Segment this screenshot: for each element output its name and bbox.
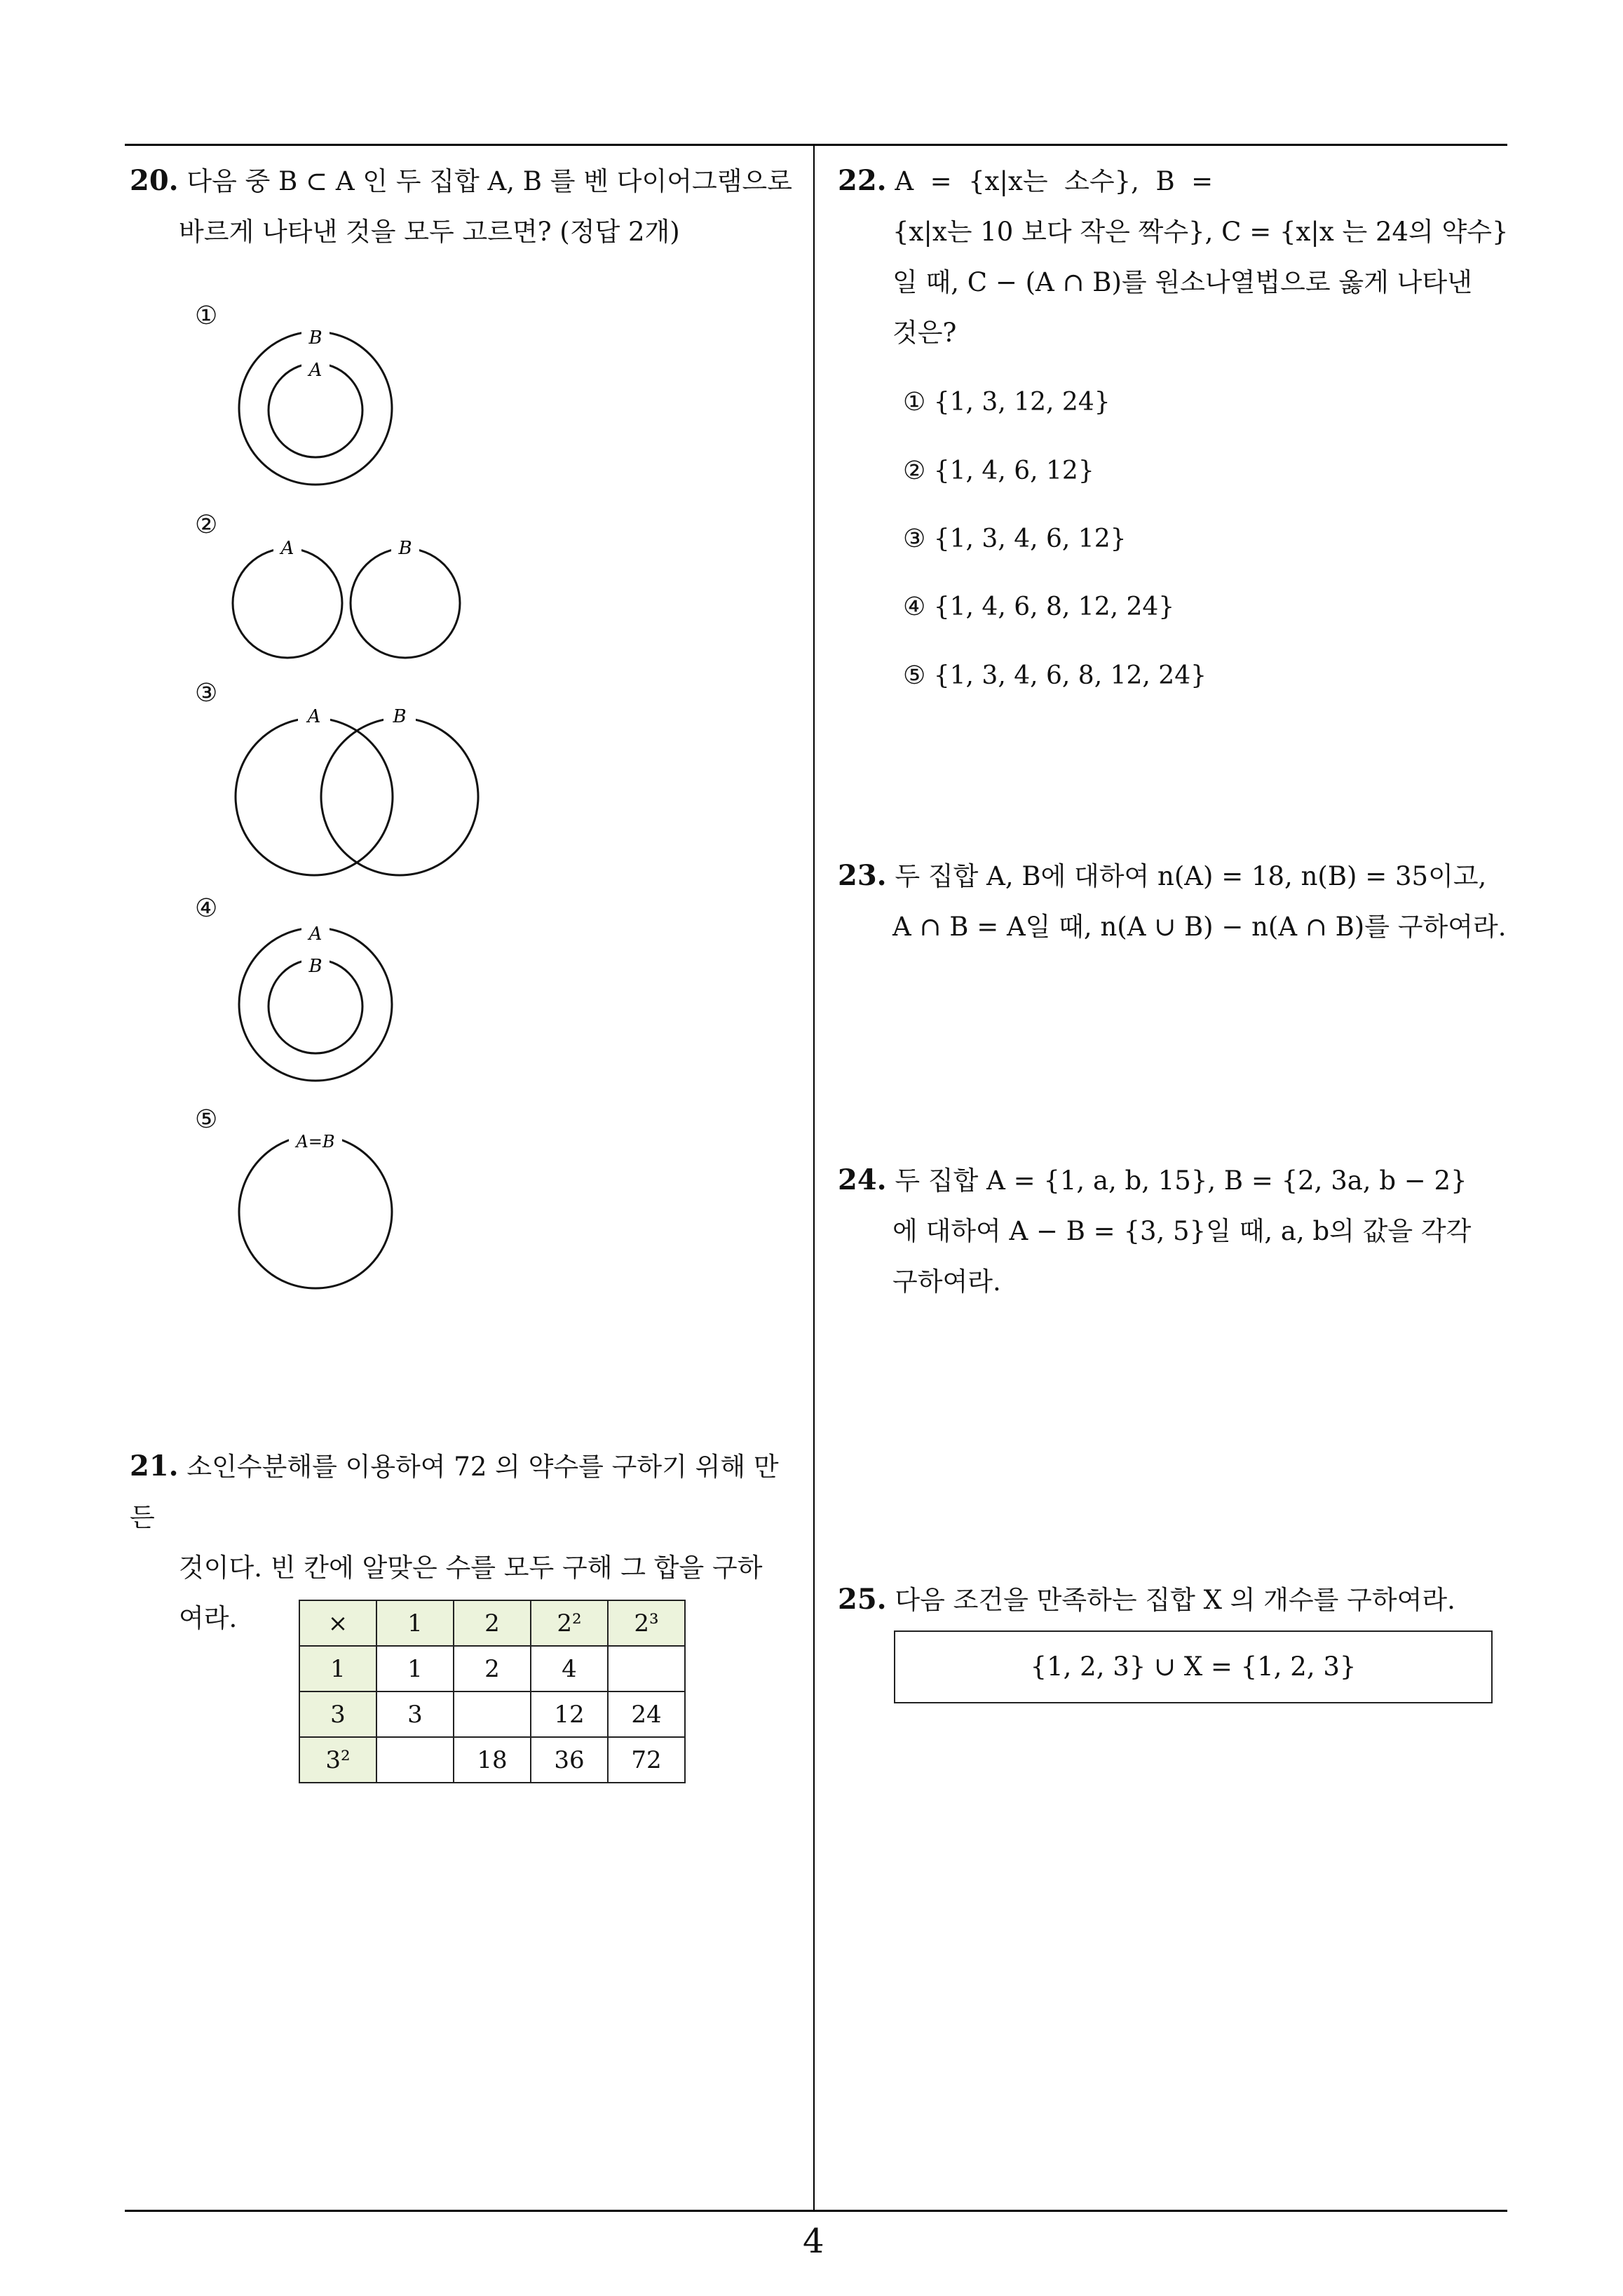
question-text-line: 에 대하여 A − B = {3, 5}일 때, a, b의 값을 각각 [892, 1216, 1472, 1246]
page-number: 4 [803, 2222, 824, 2261]
question-text-line: {x|x는 10 보다 작은 짝수}, C = {x|x 는 24의 약수} [892, 217, 1509, 247]
question-text-line: 다음 조건을 만족하는 집합 X 의 개수를 구하여라. [895, 1585, 1455, 1615]
table-row-header: 3² [299, 1737, 376, 1783]
answer-choice-2[interactable] [903, 457, 1094, 485]
question-text-line: 다음 중 B ⊂ A 인 두 집합 A, B 를 벤 다이어그램으로 [186, 166, 792, 196]
answer-choice-4[interactable] [903, 593, 1174, 621]
table-cell: 1 [376, 1646, 454, 1691]
answer-choice-1[interactable] [903, 388, 1111, 417]
venn-circle-equal [239, 1135, 392, 1288]
venn-label: A [308, 924, 322, 945]
venn-circle-a [236, 718, 393, 875]
venn-diagram-5[interactable] [231, 1128, 400, 1296]
choice-text: {1, 3, 4, 6, 8, 12, 24} [933, 661, 1207, 690]
answer-choice-3[interactable] [903, 525, 1127, 553]
question-23 [838, 851, 1511, 952]
question-text-line: 바르게 나타낸 것을 모두 고르면? (정답 2개) [179, 217, 680, 247]
choice-mark: ⑤ [903, 661, 926, 690]
answer-choice-5[interactable] [903, 661, 1207, 690]
question-number: 22. [838, 164, 887, 197]
bottom-rule [125, 2210, 1507, 2212]
choice-text: {1, 3, 12, 24} [933, 388, 1111, 417]
table-row-header: 1 [299, 1646, 376, 1691]
question-text-line: 것이다. 빈 칸에 알맞은 수를 모두 구해 그 합을 구하 [179, 1553, 763, 1583]
condition-box: {1, 2, 3} ∪ X = {1, 2, 3} [894, 1630, 1493, 1703]
venn-label: B [308, 956, 322, 977]
top-rule [125, 144, 1507, 146]
choice-text: {1, 4, 6, 8, 12, 24} [933, 593, 1175, 621]
choice-mark[interactable]: ② [195, 511, 218, 539]
table-cell: 12 [531, 1691, 608, 1737]
choice-text: {1, 4, 6, 12} [933, 457, 1094, 485]
venn-circle-b [351, 548, 460, 658]
venn-label: A [307, 706, 321, 727]
choice-mark[interactable]: ④ [195, 894, 218, 923]
venn-label: B [308, 327, 322, 349]
question-number: 23. [838, 859, 887, 892]
venn-circle-outer [239, 332, 392, 485]
venn-label: A [308, 360, 322, 381]
table-cell: 4 [531, 1646, 608, 1691]
table-col-header: 2³ [608, 1600, 685, 1646]
divisor-table [299, 1600, 686, 1783]
venn-diagram-4[interactable] [231, 919, 400, 1087]
table-col-header: 2 [454, 1600, 531, 1646]
question-text-line: A ∩ B = A일 때, n(A ∪ B) − n(A ∩ B)를 구하여라. [892, 912, 1507, 942]
table-cell: 36 [531, 1737, 608, 1783]
question-text-line: 구하여라. [892, 1267, 1001, 1297]
table-header-row [299, 1600, 685, 1646]
table-col-header: 1 [376, 1600, 454, 1646]
choice-mark[interactable]: ⑤ [195, 1105, 218, 1134]
question-text-line: A = {x|x는 소수}, B = [895, 166, 1214, 196]
question-number: 25. [838, 1583, 887, 1616]
table-corner-cell: × [299, 1600, 376, 1646]
table-cell: 24 [608, 1691, 685, 1737]
question-text-line: 두 집합 A = {1, a, b, 15}, B = {2, 3a, b − 2} [895, 1166, 1467, 1196]
table-cell: 2 [454, 1646, 531, 1691]
table-cell-blank [376, 1737, 454, 1783]
table-cell: 72 [608, 1737, 685, 1783]
venn-circle-outer [239, 928, 392, 1081]
question-text-line: 소인수분해를 이용하여 72 의 약수를 구하기 위해 만든 [130, 1452, 779, 1532]
table-cell-blank [608, 1646, 685, 1691]
question-20 [130, 156, 803, 257]
table-row-header: 3 [299, 1691, 376, 1737]
question-text-line: 것은? [892, 318, 957, 348]
question-number: 24. [838, 1163, 887, 1196]
question-text-line: 일 때, C − (A ∩ B)를 원소나열법으로 옳게 나타낸 [892, 267, 1472, 297]
table-row [299, 1737, 685, 1783]
venn-diagram-2[interactable] [231, 533, 470, 659]
question-22 [838, 156, 1511, 358]
choice-mark: ① [903, 388, 926, 417]
table-cell: 18 [454, 1737, 531, 1783]
venn-circle-b [321, 718, 478, 875]
choice-mark[interactable]: ③ [195, 679, 218, 708]
question-25 [838, 1574, 1511, 1626]
question-text-line: 두 집합 A, B에 대하여 n(A) = 18, n(B) = 35이고, [895, 861, 1487, 891]
question-number: 20. [130, 164, 179, 197]
choice-mark[interactable]: ① [195, 302, 218, 330]
choice-mark: ② [903, 457, 926, 485]
question-number: 21. [130, 1450, 179, 1483]
table-cell-blank [454, 1691, 531, 1737]
venn-label: A [280, 538, 294, 559]
question-24 [838, 1155, 1511, 1307]
table-col-header: 2² [531, 1600, 608, 1646]
column-divider [813, 144, 815, 2211]
choice-mark: ③ [903, 525, 926, 553]
choice-mark: ④ [903, 593, 926, 621]
table-row [299, 1646, 685, 1691]
venn-diagram-1[interactable] [231, 323, 400, 491]
venn-label: B [393, 706, 407, 727]
question-text-line: 여라. [179, 1603, 238, 1633]
venn-label: B [398, 538, 412, 559]
choice-text: {1, 3, 4, 6, 12} [933, 525, 1127, 553]
venn-label: A=B [296, 1132, 335, 1152]
table-cell: 3 [376, 1691, 454, 1737]
venn-diagram-3[interactable] [231, 700, 491, 882]
venn-circle-a [233, 548, 342, 658]
table-row [299, 1691, 685, 1737]
